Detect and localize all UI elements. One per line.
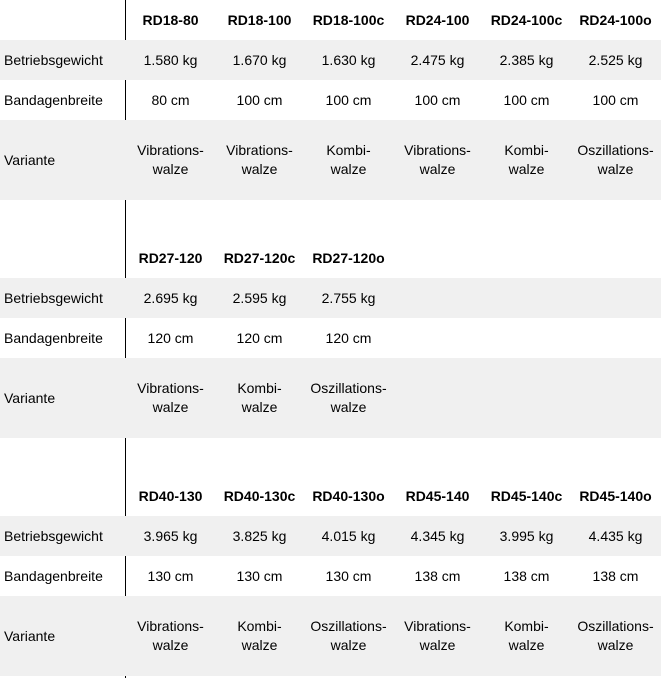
value-cell: 1.630 kg: [321, 51, 376, 68]
value-cell: Kombi- walze: [504, 142, 549, 177]
row-label: Variante: [4, 628, 56, 644]
value-cell: 3.995 kg: [499, 527, 554, 544]
value-cell: Oszillations- walze: [310, 618, 387, 653]
value-cell: 100 cm: [414, 91, 461, 108]
value-cell: 100 cm: [236, 91, 283, 108]
weight-row: [0, 516, 661, 556]
model-header: RD24-100o: [579, 11, 652, 28]
value-cell: 80 cm: [151, 91, 190, 108]
value-cell: Vibrations- walze: [226, 142, 293, 177]
value-cell: 130 cm: [147, 567, 194, 584]
value-cell: Vibrations- walze: [137, 618, 204, 653]
model-header: RD24-100c: [490, 11, 563, 28]
value-cell: 120 cm: [236, 329, 283, 346]
value-cell: Oszillations- walze: [577, 142, 654, 177]
variant-row: [0, 358, 661, 438]
model-header: RD27-120c: [223, 249, 296, 266]
weight-row: [0, 40, 661, 80]
value-cell: 1.580 kg: [143, 51, 198, 68]
variant-row: [0, 596, 661, 676]
value-cell: 2.475 kg: [410, 51, 465, 68]
row-label: Bandagenbreite: [4, 330, 103, 346]
row-label: Bandagenbreite: [4, 92, 103, 108]
value-cell: 100 cm: [325, 91, 372, 108]
value-cell: Kombi- walze: [326, 142, 371, 177]
model-header: RD27-120: [138, 249, 203, 266]
value-cell: Oszillations- walze: [577, 618, 654, 653]
value-cell: 120 cm: [147, 329, 194, 346]
model-header-row: [0, 238, 661, 278]
value-cell: Vibrations- walze: [137, 380, 204, 415]
value-cell: 2.595 kg: [232, 289, 287, 306]
value-cell: 120 cm: [325, 329, 372, 346]
model-header-row: [0, 0, 661, 40]
value-cell: 138 cm: [503, 567, 550, 584]
value-cell: 4.435 kg: [588, 527, 643, 544]
width-row: [0, 80, 661, 120]
value-cell: Kombi- walze: [237, 618, 282, 653]
model-header: RD18-100: [227, 11, 292, 28]
value-cell: Oszillations- walze: [310, 380, 387, 415]
value-cell: 2.525 kg: [588, 51, 643, 68]
value-cell: 100 cm: [503, 91, 550, 108]
model-header: RD40-130c: [223, 487, 296, 504]
row-label: Bandagenbreite: [4, 568, 103, 584]
value-cell: 100 cm: [592, 91, 639, 108]
value-cell: 2.385 kg: [499, 51, 554, 68]
model-header: RD45-140o: [579, 487, 652, 504]
model-header: RD27-120o: [312, 249, 385, 266]
value-cell: Vibrations- walze: [404, 142, 471, 177]
weight-row: [0, 278, 661, 318]
row-label: Betriebsgewicht: [4, 528, 103, 544]
value-cell: Vibrations- walze: [137, 142, 204, 177]
value-cell: 2.755 kg: [321, 289, 376, 306]
value-cell: 4.015 kg: [321, 527, 376, 544]
model-header: RD40-130: [138, 487, 203, 504]
row-label: Betriebsgewicht: [4, 290, 103, 306]
value-cell: Kombi- walze: [237, 380, 282, 415]
model-header: RD24-100: [405, 11, 470, 28]
value-cell: 1.670 kg: [232, 51, 287, 68]
value-cell: 138 cm: [592, 567, 639, 584]
value-cell: 4.345 kg: [410, 527, 465, 544]
row-label: Betriebsgewicht: [4, 52, 103, 68]
row-label: Variante: [4, 390, 56, 406]
value-cell: 130 cm: [236, 567, 283, 584]
variant-row: [0, 120, 661, 200]
value-cell: Vibrations- walze: [404, 618, 471, 653]
width-row: [0, 318, 661, 358]
model-header: RD40-130o: [312, 487, 385, 504]
model-header: RD45-140: [405, 487, 470, 504]
model-header: RD18-80: [142, 11, 199, 28]
value-cell: 130 cm: [325, 567, 372, 584]
width-row: [0, 556, 661, 596]
row-label: Variante: [4, 152, 56, 168]
model-header: RD18-100c: [312, 11, 385, 28]
model-header-row: [0, 476, 661, 516]
model-header: RD45-140c: [490, 487, 563, 504]
value-cell: 2.695 kg: [143, 289, 198, 306]
value-cell: 3.965 kg: [143, 527, 198, 544]
value-cell: Kombi- walze: [504, 618, 549, 653]
value-cell: 3.825 kg: [232, 527, 287, 544]
value-cell: 138 cm: [414, 567, 461, 584]
